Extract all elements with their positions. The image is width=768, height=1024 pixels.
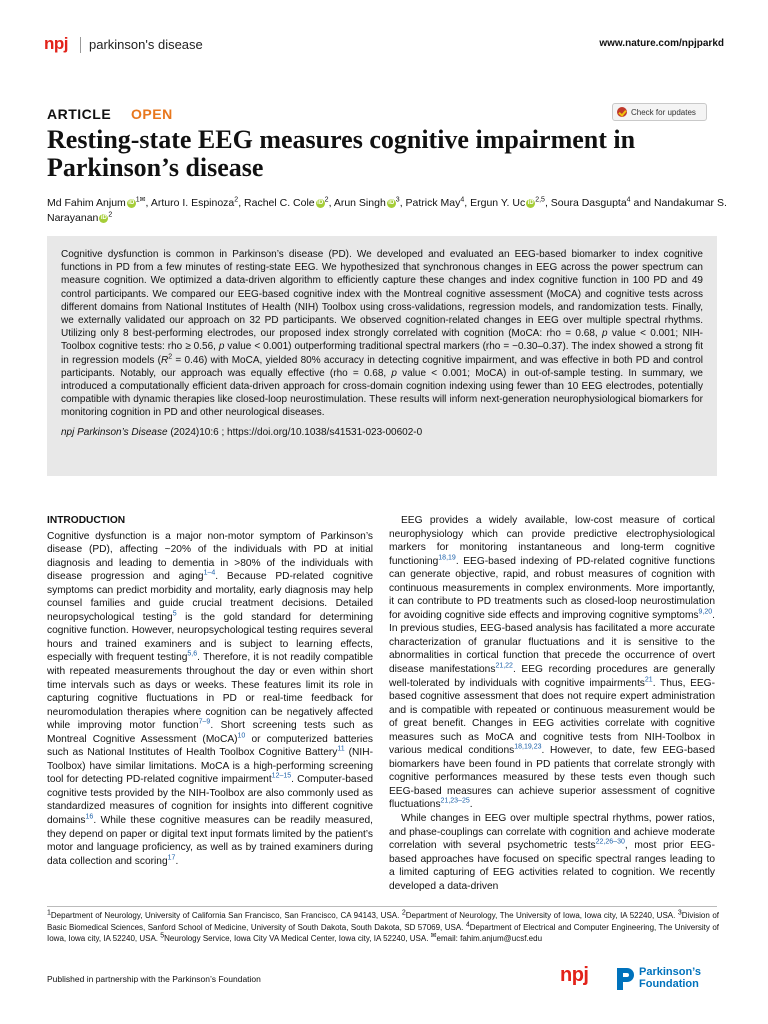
reference-link[interactable]: 11	[337, 745, 345, 753]
author-affiliation-sup: 1✉	[135, 196, 146, 204]
author-affiliation-sup: 2	[108, 211, 113, 219]
reference-link[interactable]: 21,22	[495, 662, 513, 670]
intro-paragraph-2: EEG provides a widely available, low-cost measure of cortical neurophysiology which can provide predictive electrophysiological markers for monitoring instantaneous and long-term cognitive functioning$^{18,19}$. EEG-based indexing of PD-related cognitive functions can generate objective, rapid, and robust measures of cognition with continuous measurements in complex environments. More importantly, it can contribute to PD treatments such as closed-loop neurostimulation for avoiding cognitive side effects and improving cognitive symptoms$^{9,20}$. In previous studies, EEG-based analysis has facilitated a more accurate characterization of granular fluctuations and it is sensitive to the abnormalities in cortical function that precede the occurrence of overt disease manifestations$^{21,22}$. EEG recording procedures are generally well-tolerated by individuals with cognitive impairments$^{21}$. Thus, EEG-based cognitive assessment that does not require expert administration and is compatible with repeated or continuous measurement would be of great benefit. Changes in EEG activities correlate with cognitive measures such as MoCA and cognitive tests from NIH-Toolbox in various medical conditions$^{18,19,23}$. However, to date, few EEG-based biomarkers have been found in PD patients that correlate strongly with cognitive performances measured by these tests even though such EEG-based measures can achieve superior assessment of cognitive fluctuations$^{21,23-25}$.	[389, 515, 715, 811]
body-column-right	[389, 514, 715, 893]
parkinsons-foundation-icon	[615, 966, 635, 992]
journal-name[interactable]: parkinson's disease	[80, 37, 203, 53]
affiliation-sup: 5	[160, 932, 165, 940]
orcid-icon[interactable]: iD	[388, 199, 395, 206]
abstract-text: Cognitive dysfunction is common in Parkinson’s disease (PD). We developed and evaluated an EEG-based biomarker to index cognitive functions in PD from a few minutes of resting-state EEG. We hypothesized that synchronous changes in EEG across the power spectrum can measure cognition. We optimized a data-driven algorithm to efficiently capture these changes and index cognitive function in 100 PD and 49 control participants. We compared our EEG-based cognitive index with the Montreal cognitive assessment (MoCA) and cognitive tests across different domains from National Institutes of Health (NIH) Toolbox using cross-validations, regression models, and randomization tests. Finally, we externally validated our approach on 32 PD participants. We observed cognition-related changes in EEG over multiple spectral rhythms. Utilizing only 8 best-performing electrodes, our proposed index strongly correlated with cognition (MoCA: rho = 0.68, p value < 0.001; NIH-Toolbox cognitive tests: rho ≥ 0.56, p value < 0.001) outperforming traditional spectral markers (rho = −0.30–0.37). The index showed a strong fit in regression models $(R^2 = 0.46)$ with MoCA, yielded 80% accuracy in detecting cognitive impairment, and was effective in both PD and control participants. Notably, our approach was equally effective (rho = 0.68, p value < 0.001; MoCA) in out-of-sample testing. In summary, we introduced a computationally efficient data-driven approach for cross-domain cognition indexing using fewer than 10 EEG electrodes, potentially compatible with dynamic therapies like closed-loop neurostimulation. These results will inform next-generation neurophysiological biomarkers for monitoring cognition in PD and other neurological diseases.	[61, 249, 704, 419]
affiliations	[47, 910, 719, 945]
reference-link[interactable]: 1–4	[203, 569, 216, 577]
orcid-icon[interactable]: iD	[100, 214, 107, 221]
reference-link[interactable]: 21	[644, 676, 653, 684]
affiliation-sup: 2	[401, 909, 406, 917]
affiliation-text: Department of Electrical and Computer Engineering, The University of Iowa, Iowa city, IA 52240, USA.	[47, 922, 720, 943]
open-access-label: OPEN	[131, 106, 173, 122]
citation	[61, 426, 703, 439]
pf-line1: Parkinson’s	[639, 966, 701, 978]
orcid-icon[interactable]: iD	[317, 199, 324, 206]
orcid-icon[interactable]: iD	[128, 199, 135, 206]
author-name[interactable]: Patrick May	[405, 197, 461, 209]
author-affiliation-sup: 4	[626, 196, 631, 204]
author-name[interactable]: Arun Singh	[333, 197, 386, 209]
check-updates-icon	[617, 107, 627, 117]
footer-npj-logo: npj	[560, 964, 589, 986]
author-name[interactable]: Rachel C. Cole	[244, 197, 315, 209]
partnership-text: Published in partnership with the Parkinson’s Foundation	[47, 974, 261, 984]
author-affiliation-sup: 2,5	[535, 196, 545, 204]
author-affiliation-sup: 3	[395, 196, 400, 204]
check-for-updates-button[interactable]	[612, 103, 707, 121]
intro-paragraph-3: While changes in EEG over multiple spectral rhythms, power ratios, and phase-couplings can correlate with cognition and achieve moderate correlation with several psychometric tests$^{22,26-30}$, most prior EEG-based approaches have focused on specific spectral ranges leading to a limited capturing of EEG activities related to cognition. We recently developed a data-driven	[389, 813, 716, 892]
author-name[interactable]: Arturo I. Espinoza	[150, 197, 235, 209]
article-label-row	[47, 106, 717, 126]
article-type-label: ARTICLE	[47, 106, 112, 122]
reference-link[interactable]: 5,6	[187, 651, 198, 659]
affiliation-text: email: fahim.anjum@ucsf.edu	[436, 934, 543, 943]
site-url-link[interactable]: www.nature.com/npjparkd	[599, 38, 724, 49]
reference-link[interactable]: 18,19	[438, 554, 456, 562]
affiliation-text: Department of Neurology, University of California San Francisco, San Francisco, CA 94143, USA.	[50, 911, 402, 920]
reference-link[interactable]: 10	[237, 732, 246, 740]
orcid-icon[interactable]: iD	[527, 199, 534, 206]
author-name[interactable]: Soura Dasgupta	[550, 197, 627, 209]
affiliation-text: Department of Neurology, The University of Iowa, Iowa city, IA 52240, USA.	[405, 911, 678, 920]
check-for-updates-label: Check for updates	[631, 107, 696, 117]
parkinsons-foundation-logo	[615, 964, 725, 994]
author-name[interactable]: Md Fahim Anjum	[47, 197, 126, 209]
author-list: Md Fahim Anjum iD $^{1✉}$, Arturo I. Espinoza$^2$, Rachel C. Cole iD $^2$, Arun Singh iD $^3$, Patrick May$^4$, Ergun Y. Uc iD $^{2,5}$, Soura Dasgupta$^4$ and Nandakumar S. Narayanan iD $^2$	[47, 196, 727, 224]
citation-journal: npj Parkinson’s Disease	[61, 426, 168, 438]
affiliation-text: Division of Basic Biomedical Sciences, Sanford School of Medicine, University of South Dakota, South Dakota, SD 57069, USA.	[47, 911, 719, 932]
pf-line2: Foundation	[639, 978, 699, 990]
reference-link[interactable]: 9,20	[698, 608, 713, 616]
reference-link[interactable]: 16	[85, 813, 94, 821]
article-title: Resting-state EEG measures cognitive impairment in Parkinson’s disease	[47, 125, 636, 182]
affiliation-sup: 4	[465, 920, 470, 928]
affiliation-sup: 1	[47, 909, 51, 917]
author-affiliation-sup: 2	[324, 196, 329, 204]
reference-link[interactable]: 5	[172, 610, 177, 618]
reference-link[interactable]: 18,19,23	[514, 743, 542, 751]
intro-paragraph-1: Cognitive dysfunction is a major non-motor symptom of Parkinson’s disease (PD), affecting ~20% of the individuals with PD at initial diagnosis and leading to dementia in >80% of the individuals with disease progression and aging$^{1-4}$. Because PD-related cognitive symptoms can predict morbidity and mortality, early diagnosis may help counsel families and guide crucial treatment decisions. Detailed neuropsychological testing$^5$ is the gold standard for determining cognitive function. However, neuropsychological testing requires several hours and trained examiners and is subject to learning effects, especially with frequent testing$^{5,6}$. Therefore, it is not readily compatible with repeated measurements throughout the day or even within short time intervals such as days or weeks. These features limit its role in capturing cognitive fluctuations in PD or real-time feedback for neuromodulation therapies where cognition can be negatively affected while improving motor function$^{7-9}$. Short screening tests such as Montreal Cognitive Assessment (MoCA)$^{10}$ or computerized batteries such as National Institutes of Health Toolbox Cognitive Battery$^{11}$ (NIH-Toolbox) have similar limitations. MoCA is a high-performing screening tool for detecting PD-related cognitive impairment$^{12-15}$. Computer-based cognitive tests provided by the NIH-Toolbox are also commonly used as standardized measures of cognition for insights into different cognitive domains$^{16}$. While these cognitive measures can be readily measured, they depend on paper or digital text input formats limited by the patient’s motor and language proficiency, as well as by trained examiners during data collection and scoring$^{17}$.	[47, 530, 374, 867]
body-column-left	[47, 514, 373, 868]
reference-link[interactable]: 17	[167, 854, 176, 862]
author-affiliation-sup: 4	[460, 196, 465, 204]
page-header	[44, 34, 724, 54]
reference-link[interactable]: 22,26–30	[595, 838, 625, 846]
author-name[interactable]: Ergun Y. Uc	[470, 197, 526, 209]
section-heading-introduction: INTRODUCTION	[47, 515, 126, 526]
reference-link[interactable]: 21,23–25	[440, 798, 470, 806]
reference-link[interactable]: 7–9	[198, 718, 211, 726]
reference-link[interactable]: 12–15	[271, 773, 292, 780]
citation-doi-link[interactable]: (2024)10:6 ; https://doi.org/10.1038/s41531-023-00602-0	[167, 426, 423, 438]
abstract	[47, 236, 717, 476]
affiliation-sup: 3	[677, 909, 682, 917]
author-affiliation-sup: 2	[234, 196, 239, 204]
npj-logo[interactable]: npj	[44, 34, 68, 53]
affiliation-text: Neurology Service, Iowa City VA Medical Center, Iowa city, IA 52240, USA.	[164, 934, 431, 943]
footnote-divider	[47, 906, 717, 907]
affiliation-sup: ✉	[430, 932, 437, 940]
author-name[interactable]: Nandakumar S. Narayanan	[47, 197, 727, 224]
